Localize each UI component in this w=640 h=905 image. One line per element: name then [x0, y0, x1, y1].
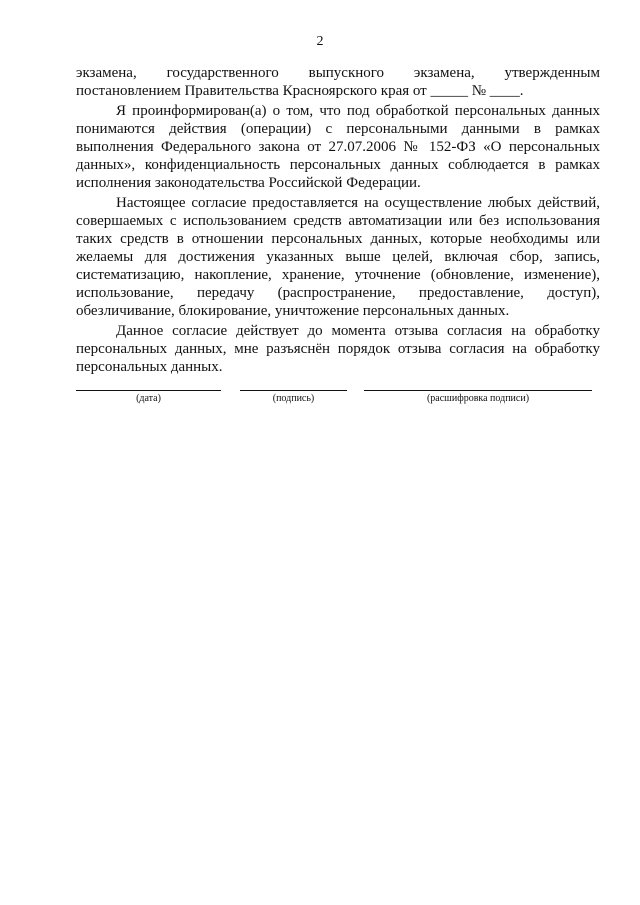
paragraph-1-line-2: постановлением Правительства Красноярского края от _____ № ____.	[76, 83, 524, 99]
signature-decode-field	[364, 390, 592, 405]
paragraph-1-line-1: экзамена, государственного выпускного экзамена, утвержденным	[76, 65, 600, 81]
paragraph-3: Настоящее согласие предоставляется на осуществление любых действий, совершаемых с использованием средств автоматизации или без использования таких средств в отношении персональных данных, которые необходимы или желаемы для достижения указанных выше целей, включая сбор, запись, систематизацию, накопление, хранение, уточнение (обновление, изменение), использование, передачу (распространение, предоставление, доступ), обезличивание, блокирование, уничтожение персональных данных.	[76, 195, 600, 319]
signature-field	[240, 390, 347, 405]
signature-decode-line	[364, 390, 592, 391]
signature-line	[240, 390, 347, 391]
paragraph-1	[76, 64, 600, 100]
date-field	[76, 390, 221, 405]
paragraph-2: Я проинформирован(а) о том, что под обработкой персональных данных понимаются действия (операции) с персональными данными в рамках выполнения Федерального закона от 27.07.2006 № 152-ФЗ «О персональных данных», конфиденциальность персональных данных соблюдается в рамках исполнения законодательства Российской Федерации.	[76, 103, 600, 191]
date-label: (дата)	[136, 393, 161, 404]
signature-decode-label: (расшифровка подписи)	[426, 393, 530, 404]
page-number: 2	[316, 34, 324, 49]
document-body	[76, 64, 600, 378]
signature-row	[76, 390, 600, 412]
date-line	[76, 390, 221, 391]
paragraph-4: Данное согласие действует до момента отзыва согласия на обработку персональных данных, мне разъяснён порядок отзыва согласия на обработку персональных данных.	[76, 323, 600, 375]
signature-label: (подпись)	[272, 393, 315, 404]
